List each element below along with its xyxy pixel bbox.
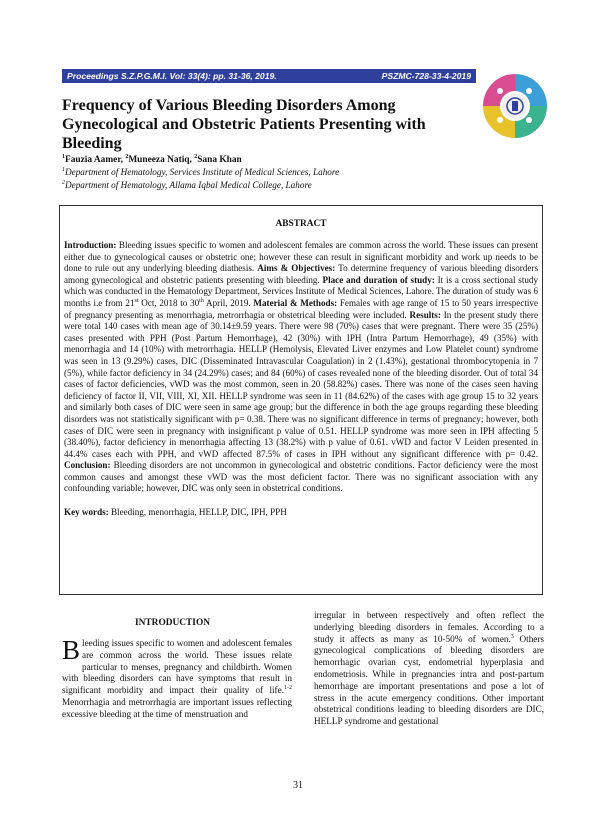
introduction-right-column: irregular in between respectively and often reflect the underlying bleeding disorders in females. According to a study it affects as many as 10-50% of women.$^3$ Others gynecological complications of bleeding disorders are hemorrhagic ovarian cyst, endometrial hyperplasia and endometriosis. While in pregnancies intra and post-partum hemorrhage are important presentations and pose a lot of stress in the acute emergency conditions. Other important obstetrical conditions leading to bleeding disorders are DIC, HELLP syndrome and gestational	[314, 610, 544, 727]
page-number: 31	[293, 780, 303, 791]
article-code: PSZMC-728-33-4-2019	[381, 71, 471, 81]
abstract-text: Introduction: Bleeding issues specific to women and adolescent females are common across the world. These issues can present either due to gynecological causes or obstetric one; however these can result in significant morbidity and work up needs to be done to rule out any underlying bleeding diathesis. Aims & Objectives: To determine frequency of various bleeding disorders among gynecological and obstetric patients presenting with bleeding. Place and duration of study: It is a cross sectional study which was conducted in the Hematology Department, Services Institute of Medical Sciences, Lahore. The duration of study was 6 months i.e from 21st Oct, 2018 to 30th April, 2019. Material & Methods: Females with age range of 15 to 50 years irrespective of pregnancy presenting as menorrhagia, metrorrhagia or obstetrical bleeding were included. Results: In the present study there were total 140 cases with mean age of 30.14±9.59 years. There were 98 (70%) cases that were pregnant. There were 35 (25%) cases presented with PPH (Post Partum Hemorrhage), 42 (30%) with IPH (Intra Partum Hemorrhage), 49 (35%) with menorrhagia and 14 (10%) with metrorrhagia. HELLP (Hemolysis, Elevated Liver enzymes and Low Platelet count) syndrome was seen in 13 (9.29%) cases, DIC (Disseminated Intravascular Coagulation) in 2 (1.43%), gestational thrombocytopenia in 7 (5%), while factor deficiency in 34 (24.29%) cases; and 84 (60%) of cases revealed none of the bleeding disorder. Out of total 34 cases of factor deficiencies, vWD was the most common, seen in 20 (58.82%) cases. There was none of the cases seen having deficiency of factor II, VII, VIII, XI, XII. HELLP syndrome was seen in 11 (84.62%) of the cases with age group 15 to 32 years and similarly both cases of DIC were seen in same age group; but the difference in both the age groups regarding these bleeding disorders was not statistically significant with p= 0.38. There was no significant difference in terms of pregnancy; however, both cases of DIC were seen in pregnancy with insignificant p value of 0.51. HELLP syndrome was more seen in IPH affecting 5 (38.40%), factor deficiency in menorrhagia affecting 13 (38.2%) with p value of 0.61. vWD and factor V Leiden presented in 44.4% cases each with PPH, and vWD affected 87.5% of cases in IPH without any significant difference with p= 0.42. Conclusion: Bleeding disorders are not uncommon in gynecological and obstetric conditions. Factor deficiency were the most common causes and amongst these vWD was the most deficient factor. There was no significant association with any confounding variable; however, DIC was only seen in obstetrical conditions.	[64, 240, 538, 494]
affiliation-2: $^2$Department of Hematology, Allama Iqbal Medical College, Lahore	[62, 179, 312, 190]
introduction-heading: INTRODUCTION	[135, 618, 211, 628]
introduction-left-column: Bleeding issues specific to women and adolescent females are common across the world. These issues relate particular to menses, pregnancy and childbirth. Women with bleeding disorders can have symptoms that result in significant morbidity and impact their quality of life.$^{1-2}$ Menorrhagia and metrorrhagia are important issues reflecting excessive bleeding at the time of menstruation and	[62, 635, 292, 719]
keywords: Key words: Bleeding, menorrhagia, HELLP, DIC, IPH, PPH	[64, 507, 287, 518]
author-list: $^1$Fauzia Aamer, $^2$Muneeza Natiq, $^2$Sana Khan	[62, 153, 242, 165]
journal-citation: Proceedings S.Z.P.G.M.I. Vol: 33(4): pp. 31-36, 2019.	[67, 71, 277, 81]
drop-cap: B	[62, 635, 81, 665]
journal-logo-icon	[481, 72, 549, 140]
affiliation-1: $^1$Department of Hematology, Services Institute of Medical Sciences, Lahore	[62, 166, 340, 177]
abstract-box	[59, 205, 543, 595]
article-title: Frequency of Various Bleeding Disorders Among Gynecological and Obstetric Patients Presenting with Bleeding	[62, 97, 426, 152]
abstract-heading: ABSTRACT	[275, 219, 327, 229]
journal-header-bar	[62, 69, 476, 83]
